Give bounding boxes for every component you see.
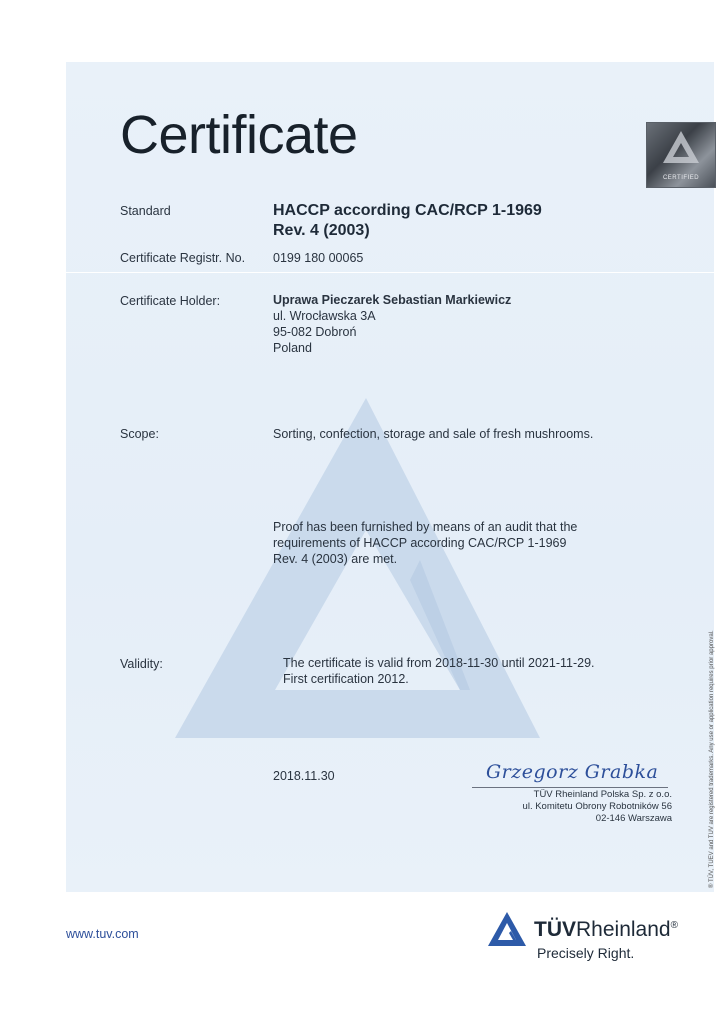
validity-line2: First certification 2012. — [283, 672, 409, 686]
trademark-note: ® TÜV, TUEV and TUV are registered trademarks. Any use or application requires prior approval. — [709, 630, 715, 888]
issue-date: 2018.11.30 — [273, 769, 335, 783]
standard-line2: Rev. 4 (2003) — [273, 222, 370, 239]
proof-line3: Rev. 4 (2003) are met. — [273, 552, 398, 566]
brand-rest: Rheinland — [576, 918, 671, 941]
hologram-triangle-icon — [647, 123, 715, 173]
website-link[interactable]: www.tuv.com — [66, 927, 139, 941]
handwritten-signature: Grzegorz Grabka — [486, 761, 659, 783]
brand-bold: TÜV — [534, 918, 576, 941]
proof-line2: requirements of HACCP according CAC/RCP 1-1969 — [273, 536, 567, 550]
issuer-name: TÜV Rheinland Polska Sp. z o.o. — [533, 789, 672, 800]
tuv-triangle-logo-icon — [487, 911, 527, 947]
validity-line1: The certificate is valid from 2018-11-30 until 2021-11-29. — [283, 656, 595, 670]
brand-name — [534, 918, 678, 942]
scope-value: Sorting, confection, storage and sale of fresh mushrooms. — [273, 427, 594, 441]
header-divider — [66, 272, 714, 273]
standard-line1: HACCP according CAC/RCP 1-1969 — [273, 202, 542, 219]
validity-label: Validity: — [120, 657, 163, 671]
registration-label: Certificate Registr. No. — [120, 251, 246, 265]
brand-mark: ® — [670, 920, 678, 931]
hologram-seal-icon — [646, 122, 716, 188]
holder-label: Certificate Holder: — [120, 294, 221, 308]
signature-line — [472, 787, 668, 788]
issuer-city: 02-146 Warszawa — [595, 813, 672, 824]
certificate-title: Certificate — [120, 105, 358, 165]
holder-street: ul. Wrocławska 3A — [273, 309, 376, 323]
registration-number: 0199 180 00065 — [273, 251, 364, 265]
holder-country: Poland — [273, 341, 312, 355]
issuer-street: ul. Komitetu Obrony Robotników 56 — [522, 801, 672, 812]
proof-line1: Proof has been furnished by means of an audit that the — [273, 520, 578, 534]
holder-city: 95-082 Dobroń — [273, 325, 357, 339]
scope-label: Scope: — [120, 427, 159, 441]
holder-name: Uprawa Pieczarek Sebastian Markiewicz — [273, 293, 512, 307]
hologram-label: CERTIFIED — [662, 175, 700, 181]
brand-slogan: Precisely Right. — [537, 945, 635, 961]
standard-label: Standard — [120, 204, 171, 218]
